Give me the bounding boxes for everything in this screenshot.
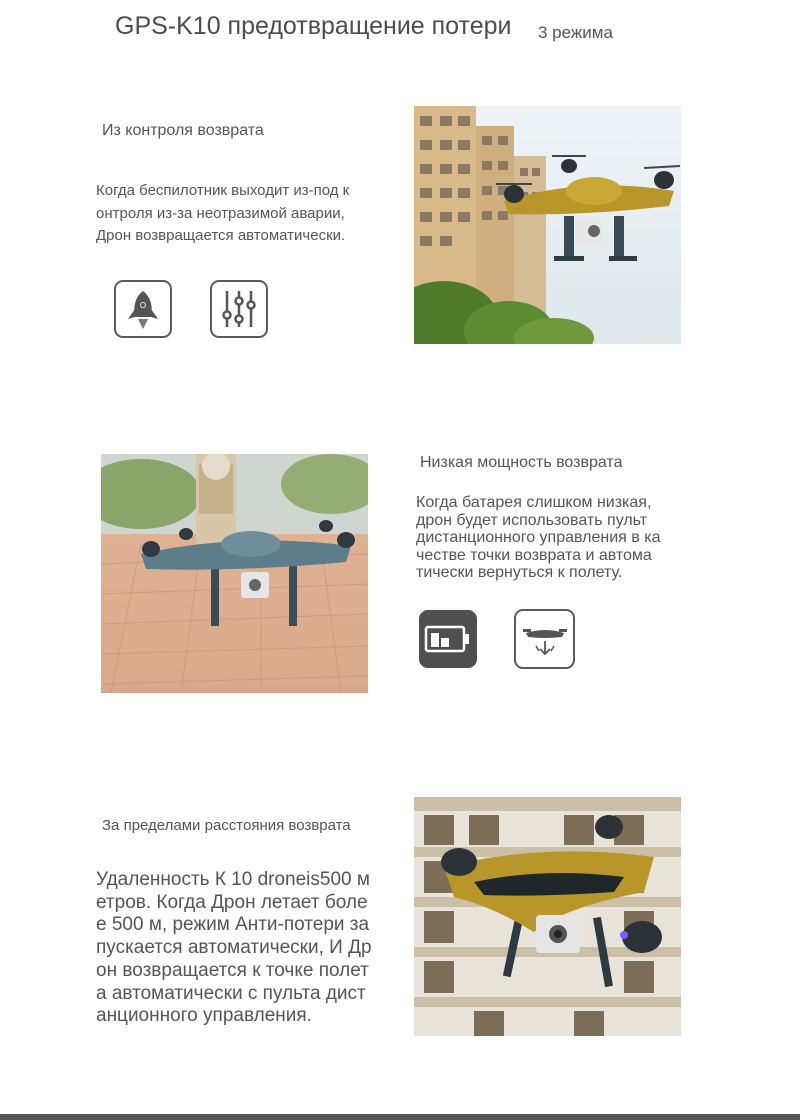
section-2-line: дрон будет использовать пульт [416,511,648,529]
rocket-icon [114,280,172,338]
section-3-line: анционного управления. [96,1005,312,1027]
section-3-line: етров. Когда Дрон летает боле [96,891,368,913]
low-battery-icon [419,610,477,668]
svg-text:O: O [139,301,147,310]
section-1-line: онтроля из-за неотразимой аварии, [96,204,345,222]
section-2-heading: Низкая мощность возврата [420,454,623,471]
drone-photo-closeup [414,797,681,1036]
drone-photo-buildings [414,106,681,344]
section-3-line: е 500 м, режим Анти-потери за [96,914,370,936]
section-1-heading: Из контроля возврата [102,122,264,139]
section-2-line: дистанционного управления в ка [416,529,661,547]
section-2-line: честве точки возврата и автома [416,546,652,564]
drone-landing-icon [514,609,575,669]
footer-bar [0,1114,800,1120]
section-3-description [96,869,372,1028]
section-3-line: а автоматически с пульта дист [96,982,366,1004]
section-1-line: Дрон возвращается автоматически. [96,227,346,244]
section-3-line: он возвращается к точке полет [96,959,369,981]
section-2-line: Когда батарея слишком низкая, [416,494,652,511]
section-3-line: Удаленность К 10 droneis500 м [96,869,370,890]
section-3-heading: За пределами расстояния возврата [102,817,351,834]
section-2-description [416,494,660,582]
page-title: GPS-K10 предотвращение потери [115,12,512,40]
page-subtitle: 3 режима [538,23,613,42]
section-1-description [96,180,349,248]
section-1-line: Когда беспилотник выходит из-под к [96,182,350,199]
section-3-line: пускается автоматически, И Др [96,937,372,959]
drone-photo-plaza [101,454,368,693]
section-2-line: тически вернуться к полету. [416,564,623,582]
sliders-icon [210,280,268,338]
